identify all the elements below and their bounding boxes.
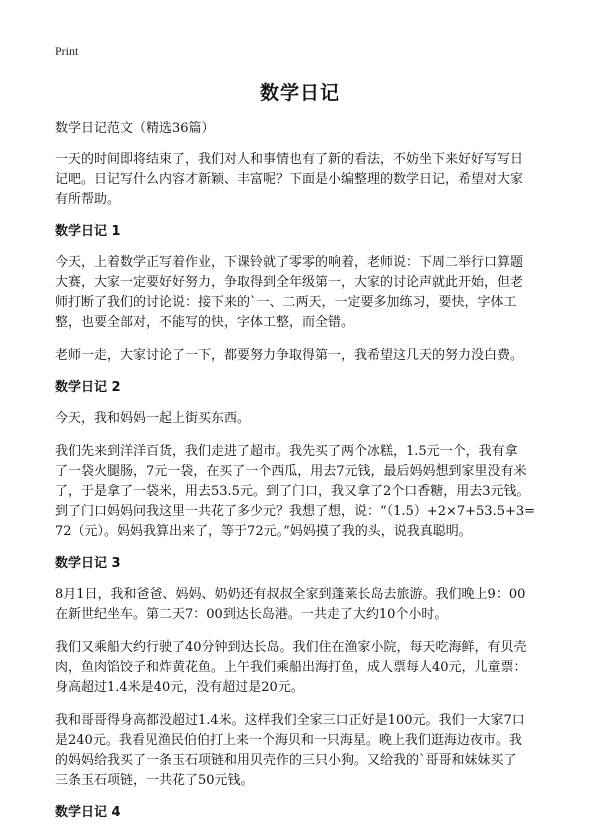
section-heading: 数学日记 3 bbox=[55, 556, 121, 571]
text-line: 在新世纪坐车。第二天7：00到达长岛港。一共走了大约10个小时。 bbox=[55, 607, 448, 622]
text-line: 身高超过1.4米是40元，没有超过是20元。 bbox=[55, 680, 304, 695]
intro-paragraph bbox=[55, 150, 551, 210]
text-line: 老师一走，大家讨论了一下，都要努力争取得第一，我希望这几天的努力没白费。 bbox=[55, 348, 524, 363]
text-line: 肉，鱼肉馅饺子和炸黄花鱼。上午我们乘船出海打鱼，成人票每人40元，儿童票： bbox=[55, 660, 527, 675]
text-line: 三条玉石项链，一共花了50元钱。 bbox=[55, 773, 254, 788]
document-body bbox=[55, 120, 551, 828]
section-paragraph bbox=[55, 442, 551, 542]
text-line: 记吧。日记写什么内容才新颖、丰富呢？下面是小编整理的数学日记，希望对大家 bbox=[55, 172, 524, 187]
text-line: 到了门口妈妈问我这里一共花了多少元？我想了想，说：“（1.5）+2×7+53.5+3= bbox=[55, 504, 536, 519]
text-line: 是240元。我看见渔民伯伯打上来一个海贝和一只海星。晚上我们逛海边夜市。我 bbox=[55, 733, 522, 748]
print-link[interactable]: Print bbox=[55, 44, 79, 58]
text-line: 今天，我和妈妈一起上街买东西。 bbox=[55, 411, 251, 426]
text-line: 的妈妈给我买了一条玉石项链和用贝壳作的三只小狗。又给我的`哥哥和妹妹买了 bbox=[55, 753, 517, 768]
text-line: 了一袋火腿肠，7元一袋，在买了一个西瓜，用去7元钱，最后妈妈想到家里没有米 bbox=[55, 464, 527, 479]
section-paragraph bbox=[55, 346, 551, 366]
text-line: 整，也要全部对，不能写的快，字体工整，而全错。 bbox=[55, 315, 355, 330]
section-paragraph bbox=[55, 585, 551, 625]
text-line: 8月1日，我和爸爸、妈妈、奶奶还有叔叔全家到蓬莱长岛去旅游。我们晚上9：00 bbox=[55, 587, 526, 602]
document-subtitle: 数学日记范文（精选36篇） bbox=[55, 121, 215, 136]
text-line: 我们又乘船大约行驶了40分钟到达长岛。我们住在渔家小院，每天吃海鲜，有贝壳 bbox=[55, 640, 527, 655]
section-heading: 数学日记 4 bbox=[55, 805, 121, 820]
section-paragraph bbox=[55, 638, 551, 698]
text-line: 了，于是拿了一袋米，用去53.5元。到了门口，我又拿了2个口香糖，用去3元钱。 bbox=[55, 484, 530, 499]
text-line: 我们先来到洋洋百货，我们走进了超市。我先买了两个冰糕，1.5元一个，我有拿 bbox=[55, 444, 518, 459]
section-paragraph bbox=[55, 711, 551, 791]
diary-sections bbox=[55, 223, 551, 822]
section-heading: 数学日记 2 bbox=[55, 380, 121, 395]
text-line: 师打断了我们的讨论说：接下来的`一、二两天，一定要多加练习，要快，字体工 bbox=[55, 295, 517, 310]
text-line: 今天，上着数学正写着作业，下课铃就了零零的响着，老师说：下周二举行口算题 bbox=[55, 255, 524, 270]
page-title: 数学日记 bbox=[259, 82, 340, 104]
section-paragraph bbox=[55, 409, 551, 429]
text-line: 72（元）。妈妈我算出来了，等于72元。”妈妈摸了我的头，说我真聪明。 bbox=[55, 524, 472, 539]
text-line: 有所帮助。 bbox=[55, 192, 121, 207]
section-paragraph bbox=[55, 253, 551, 333]
section-heading: 数学日记 1 bbox=[55, 224, 121, 239]
text-line: 大赛，大家一定要好好努力，争取得到全年级第一，大家的讨论声就此开始，但老 bbox=[55, 275, 524, 290]
text-line: 一天的时间即将结束了，我们对人和事情也有了新的看法，不妨坐下来好好写写日 bbox=[55, 152, 524, 167]
text-line: 我和哥哥得身高都没超过1.4米。这样我们全家三口正好是100元。我们一大家7口 bbox=[55, 713, 525, 728]
